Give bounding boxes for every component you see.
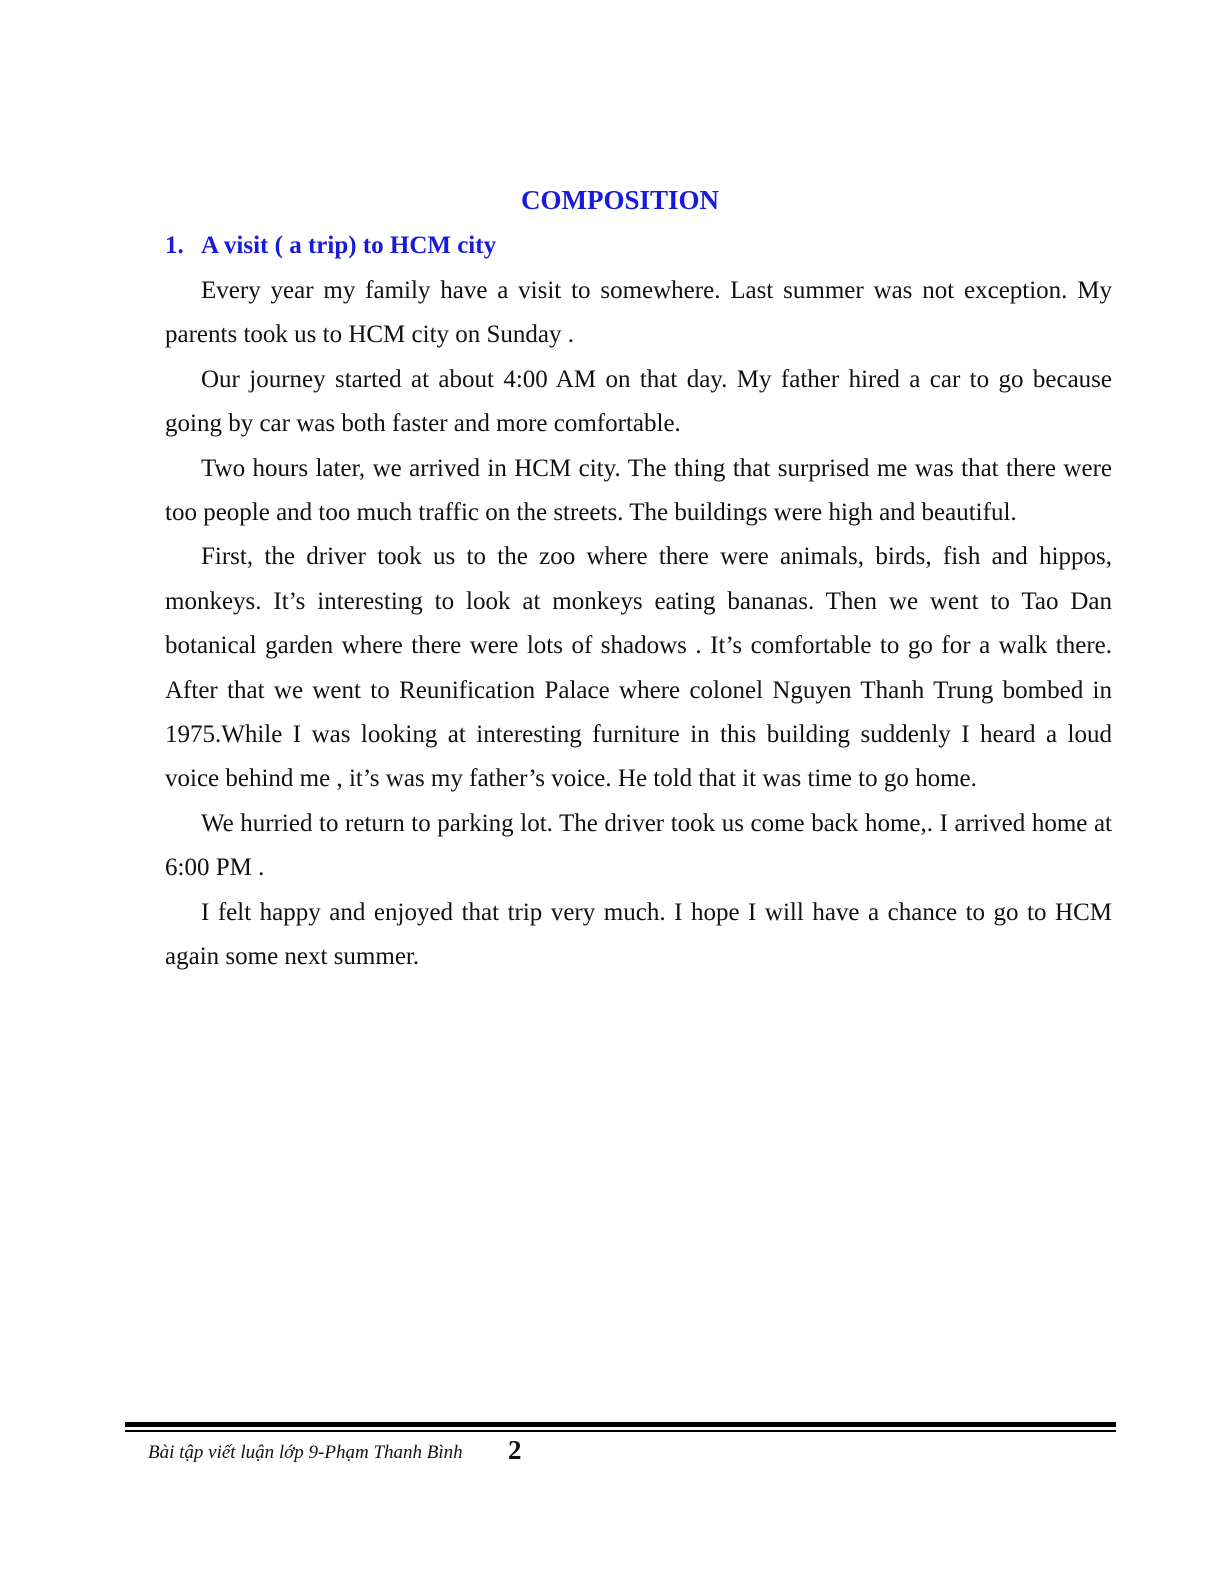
- page-title: COMPOSITION: [520, 185, 720, 215]
- paragraph-6: I felt happy and enjoyed that trip very much. I hope I will have a chance to go to HCM again some next summer.: [165, 898, 1112, 971]
- page-number: 2: [508, 1435, 522, 1465]
- section-heading-text: A visit ( a trip) to HCM city: [201, 232, 497, 259]
- paragraph-4: First, the driver took us to the zoo where there were animals, birds, fish and hippos, monkeys. It’s interesting to look at monkeys eating bananas. Then we went to Tao Dan botanical garden where there were lots of shadows . It’s comfortable to go for a walk there. After that we went to Reunification Palace where colonel Nguyen Thanh Trung bombed in 1975.While I was looking at interesting furniture in this building suddenly I heard a loud voice behind me , it’s was my father’s voice. He told that it was time to go home.: [165, 543, 1112, 793]
- footer-rule-thick: [125, 1422, 1116, 1427]
- footer-text: Bài tập viết luận lớp 9-Phạm Thanh Bình: [148, 1442, 463, 1463]
- paragraph-2: Our journey started at about 4:00 AM on that day. My father hired a car to go because going by car was both faster and more comfortable.: [165, 365, 1112, 438]
- section-heading: [165, 230, 496, 262]
- section-number: 1.: [165, 232, 184, 259]
- footer-rule-thin: [125, 1430, 1116, 1432]
- paragraph-1: Every year my family have a visit to somewhere. Last summer was not exception. My parents took us to HCM city on Sunday .: [165, 277, 1112, 349]
- composition-body: [165, 269, 1112, 980]
- paragraph-3: Two hours later, we arrived in HCM city. The thing that surprised me was that there were too people and too much traffic on the streets. The buildings were high and beautiful.: [165, 454, 1112, 527]
- paragraph-5: We hurried to return to parking lot. The driver took us come back home,. I arrived home at 6:00 PM .: [165, 809, 1112, 882]
